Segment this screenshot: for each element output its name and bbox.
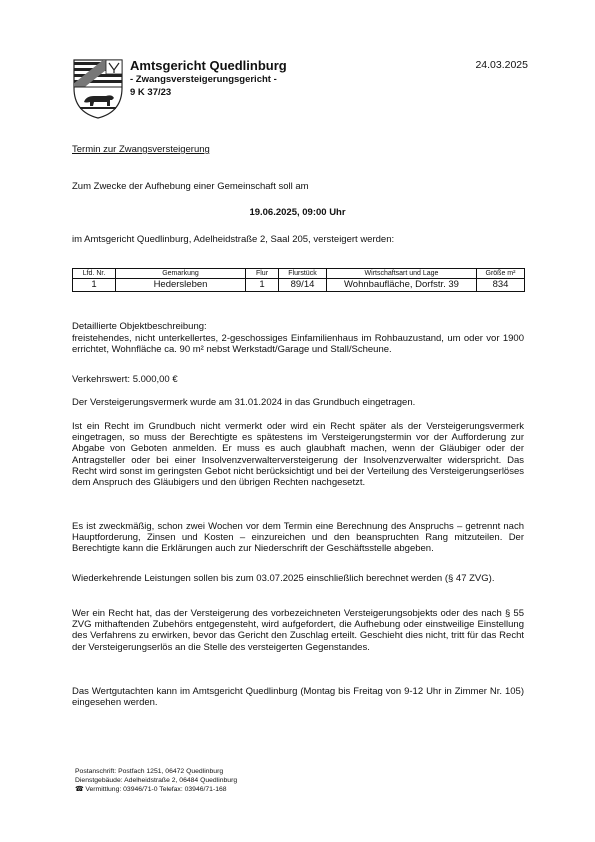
document-date: 24.03.2025 [475,59,528,71]
file-number: 9 K 37/23 [130,87,172,98]
court-name: Amtsgericht Quedlinburg [130,58,287,73]
intro-text: Zum Zwecke der Aufhebung einer Gemeinschaft soll am [72,181,309,192]
cell-gemarkung: Hedersleben [116,279,246,292]
paragraph-recurring: Wiederkehrende Leistungen sollen bis zum 03.07.2025 einschließlich berechnet werden (§ 47 ZVG). [72,573,495,584]
cell-lfd-nr: 1 [73,279,116,292]
coat-of-arms-logo [72,58,124,120]
property-table [72,268,525,292]
footer-postal: Postanschrift: Postfach 1251, 06472 Quedlinburg [75,768,224,775]
paragraph-calculation: Es ist zweckmäßig, schon zwei Wochen vor dem Termin eine Berechnung des Anspruchs – getrennt nach Hauptforderung, Zinsen und Kosten – einzureichen und den beanspruchten Rang mitzuteilen. Der Berechtigte kann die Erklärungen auch zur Niederschrift der Geschäftsstelle abgeben. [72,521,524,555]
col-header-flur: Flur [246,269,279,279]
col-header-groesse: Größe m² [477,269,525,279]
cell-wirtschaftsart: Wohnbaufläche, Dorfstr. 39 [327,279,477,292]
document-title: Termin zur Zwangsversteigerung [72,144,210,155]
footer-phone: ☎ Vermittlung: 03946/71-0 Telefax: 03946/71-168 [75,786,227,793]
col-header-gemarkung: Gemarkung [116,269,246,279]
market-value: Verkehrswert: 5.000,00 € [72,374,178,385]
description-label: Detaillierte Objektbeschreibung: [72,321,207,332]
registration-note: Der Versteigerungsvermerk wurde am 31.01.2024 in das Grundbuch eingetragen. [72,397,416,408]
court-subtitle: - Zwangsversteigerungsgericht - [130,74,277,85]
col-header-flurstueck: Flurstück [279,269,327,279]
table-row [73,279,525,292]
paragraph-appraisal: Das Wertgutachten kann im Amtsgericht Quedlinburg (Montag bis Freitag von 9-12 Uhr in Zimmer Nr. 105) eingesehen werden. [72,686,524,709]
cell-flurstueck: 89/14 [279,279,327,292]
paragraph-rights: Ist ein Recht im Grundbuch nicht vermerkt oder wird ein Recht später als der Versteigerungsvermerk eingetragen, so muss der Berechtigte es spätestens im Versteigerungstermin vor der Aufforderung zur Abgabe von Geboten anmelden. Er muss es auch glaubhaft machen, wenn der Gläubiger oder der Antragsteller oder bei einer Insolvenzverwalterversteigerung der Insolvenzverwalter widerspricht. Das Recht wird sonst im geringsten Gebot nicht berücksichtigt und bei der Verteilung des Versteigerungserlöses dem Anspruch des Gläubigers und den übrigen Rechten nachgesetzt. [72,421,524,489]
auction-datetime: 19.06.2025, 09:00 Uhr [249,207,346,218]
cell-flur: 1 [246,279,279,292]
cell-groesse: 834 [477,279,525,292]
table-header-row [73,269,525,279]
col-header-lfd-nr: Lfd. Nr. [73,269,116,279]
footer-building: Dienstgebäude: Adelheidstraße 2, 06484 Quedlinburg [75,777,238,784]
paragraph-objection: Wer ein Recht hat, das der Versteigerung des vorbezeichneten Versteigerungsobjekts oder des nach § 55 ZVG mithaftenden Zubehörs entgegensteht, wird aufgefordert, die Aufhebung oder einstweilige Einstellung des Verfahrens zu erwirken, bevor das Gericht den Zuschlag erteilt. Geschieht dies nicht, tritt für das Recht der Versteigerungserlös an die Stelle des versteigerten Gegenstandes. [72,608,524,653]
description-text: freistehendes, nicht unterkellertes, 2-geschossiges Einfamilienhaus im Rohbauzustand, um oder vor 1900 errichtet, Wohnfläche ca. 90 m² nebst Werkstadt/Garage und Stall/Scheune. [72,333,524,356]
col-header-wirtschaftsart: Wirtschaftsart und Lage [327,269,477,279]
auction-location: im Amtsgericht Quedlinburg, Adelheidstraße 2, Saal 205, versteigert werden: [72,234,395,245]
